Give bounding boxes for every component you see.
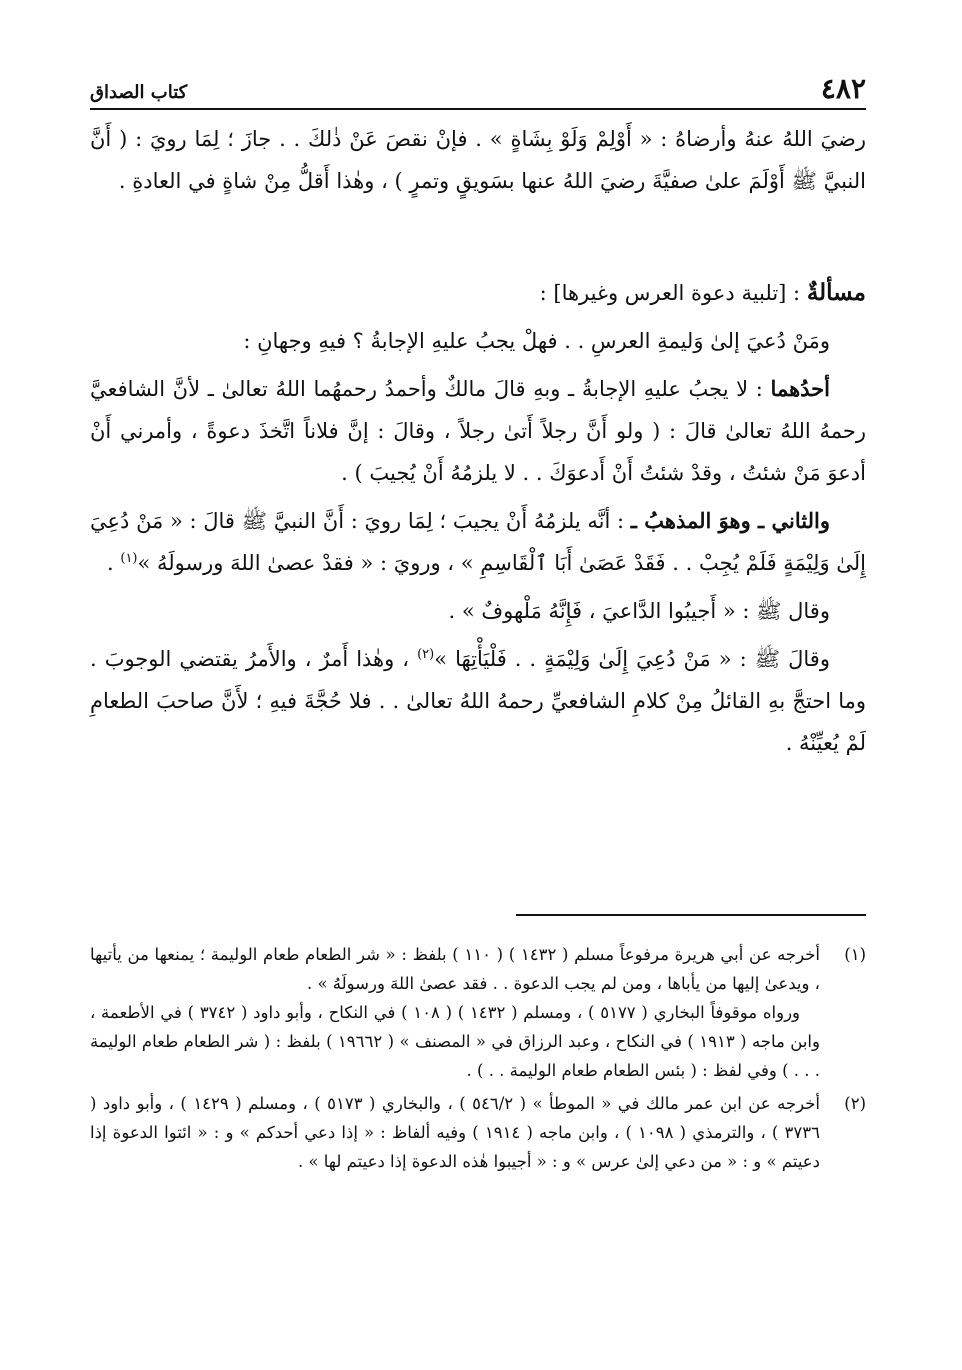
page-header: [90, 70, 866, 110]
footnote-line: ورواه موقوفاً البخاري ( ٥١٧٧ ) ، ومسلم ( ١٤٣٢ ) ( ١٠٨ ) في النكاح ، وأبو داود ( ٣٧٤٢ ) في الأطعمة ، وابن ماجه ( ١٩١٣ ) في النكاح ، وعبد الرزاق في « المصنف » ( ١٩٦٦٢ ) بلفظ : ( شر الطعام طعام الوليمة . . . ) وفي لفظ : ( بئس الطعام طعام الوليمة . . ) .: [90, 1003, 820, 1080]
masala-title: : [تلبية دعوة العرس وغيرها] :: [539, 281, 801, 305]
book-page: [90, 70, 866, 764]
section-heading: [90, 272, 866, 314]
first-opinion-label: أحدُهما: [770, 376, 830, 401]
paragraph: [90, 368, 866, 494]
footnote-separator: [516, 914, 866, 916]
footnote-number: (٢): [844, 1094, 866, 1113]
paragraph: والثاني ـ وهوَ المذهبُ ـ : أنَّه يلزمُهُ أَنْ يجيبَ ؛ لِمَا رويَ : أَنَّ النبيَّ ﷺ قالَ : « مَنْ دُعِيَ إِلَىٰ وَلِيْمَةٍ فَلَمْ يُجِبْ . . فَقَدْ عَصَىٰ أَبَا ٱلْقَاسِمِ » ، ورويَ : « فقدْ عصىٰ اللهَ ورسولَهُ »$^{(١)}$ .: [90, 508, 866, 575]
footnote-number: (١): [844, 945, 866, 964]
footnote-line: أخرجه عن أبي هريرة مرفوعاً مسلم ( ١٤٣٢ ) ( ١١٠ ) بلفظ : « شر الطعام طعام الوليمة ؛ يمنعها من يأتيها ، ويدعىٰ إليها من يأباها ، ومن لم يجب الدعوة . . فقد عصىٰ اللهَ ورسولَهُ » .: [90, 945, 821, 993]
running-title: كتاب الصداق: [90, 82, 188, 103]
footnote-line: أخرجه عن ابن عمر مالك في « الموطأ » ( ٥٤٦/٢ ) ، والبخاري ( ٥١٧٣ ) ، ومسلم ( ١٤٢٩ ) ، وأبو داود ( ٣٧٣٦ ) ، والترمذي ( ١٠٩٨ ) ، وابن ماجه ( ١٩١٤ ) وفيه ألفاظ : « إذا دعي أحدكم » و : « ائتوا الدعوة إذا دعيتم » و : « من دعي إلىٰ عرس » و : « أجيبوا هٰذه الدعوة إذا دعيتم لها » .: [90, 1094, 820, 1171]
paragraph: رضيَ اللهُ عنهُ وأرضاهُ : « أَوْلِمْ وَلَوْ بِشَاةٍ » . فإنْ نقصَ عَنْ ذٰلكَ . . جازَ ؛ لِمَا رويَ : ( أَنَّ النبيَّ ﷺ أَوْلَمَ علىٰ صفيَّةَ رضيَ اللهُ عنها بسَويقٍ وتمرٍ ) ، وهٰذا أَقلُّ مِنْ شاةٍ في العادةِ .: [90, 127, 866, 193]
footnote: [90, 940, 866, 1085]
footnotes: [90, 914, 866, 1180]
second-opinion-label: والثاني ـ وهوَ المذهبُ ـ: [630, 508, 830, 533]
footnote-ref[interactable]: (١): [120, 551, 138, 566]
paragraph: وقال ﷺ : « أَجيبُوا الدَّاعيَ ، فَإِنَّهُ مَلْهوفٌ » .: [448, 599, 830, 623]
footnote: [90, 1089, 866, 1176]
footnote-ref[interactable]: (٢): [417, 647, 435, 662]
second-opinion-text: : أنَّه يلزمُهُ أَنْ يجيبَ ؛ لِمَا رويَ : أَنَّ النبيَّ ﷺ قالَ : « مَنْ دُعِيَ إِلَىٰ وَلِيْمَةٍ فَلَمْ يُجِبْ . . فَقَدْ عَصَىٰ أَبَا ٱلْقَاسِمِ » ، ورويَ : « فقدْ عصىٰ اللهَ ورسولَهُ »: [90, 509, 866, 575]
masala-label: مسألةٌ: [806, 279, 866, 306]
page-number: ٤٨٢: [820, 72, 866, 105]
paragraph: وقالَ ﷺ : « مَنْ دُعِيَ إِلَىٰ وَلِيْمَةٍ . . فَلْيَأْتِهَا »$^{(٢)}$ ، وهٰذا أَمرٌ ، والأَمرُ يقتضي الوجوبَ . وما احتجَّ بهِ القائلُ مِنْ كلامِ الشافعيِّ رحمهُ اللهُ تعالىٰ . . فلا حُجَّةَ فيهِ ؛ لأَنَّ صاحبَ الطعامِ لَمْ يُعيِّنْهُ .: [90, 647, 866, 755]
main-text: [90, 118, 866, 764]
first-opinion-text: : لا يجبُ عليهِ الإجابةُ ـ وبهِ قالَ مالكٌ وأحمدُ رحمهُما اللهُ تعالىٰ ـ لأنَّ الشافعيَّ رحمهُ اللهُ تعالىٰ قالَ : ( ولو أَنَّ رجلاً أَتىٰ رجلاً ، وقالَ : إنَّ فلاناً اتَّخذَ دعوةً ، وأمرني أَنْ أدعوَ مَنْ شئتُ ، وقدْ شئتُ أَنْ أَدعوَكَ . . لا يلزمُهُ أَنْ يُجيبَ ) .: [90, 377, 866, 485]
paragraph: ومَنْ دُعيَ إلىٰ وَليمةِ العرسِ . . فهلْ يجبُ عليهِ الإجابةُ ؟ فيهِ وجهانِ :: [243, 329, 830, 353]
